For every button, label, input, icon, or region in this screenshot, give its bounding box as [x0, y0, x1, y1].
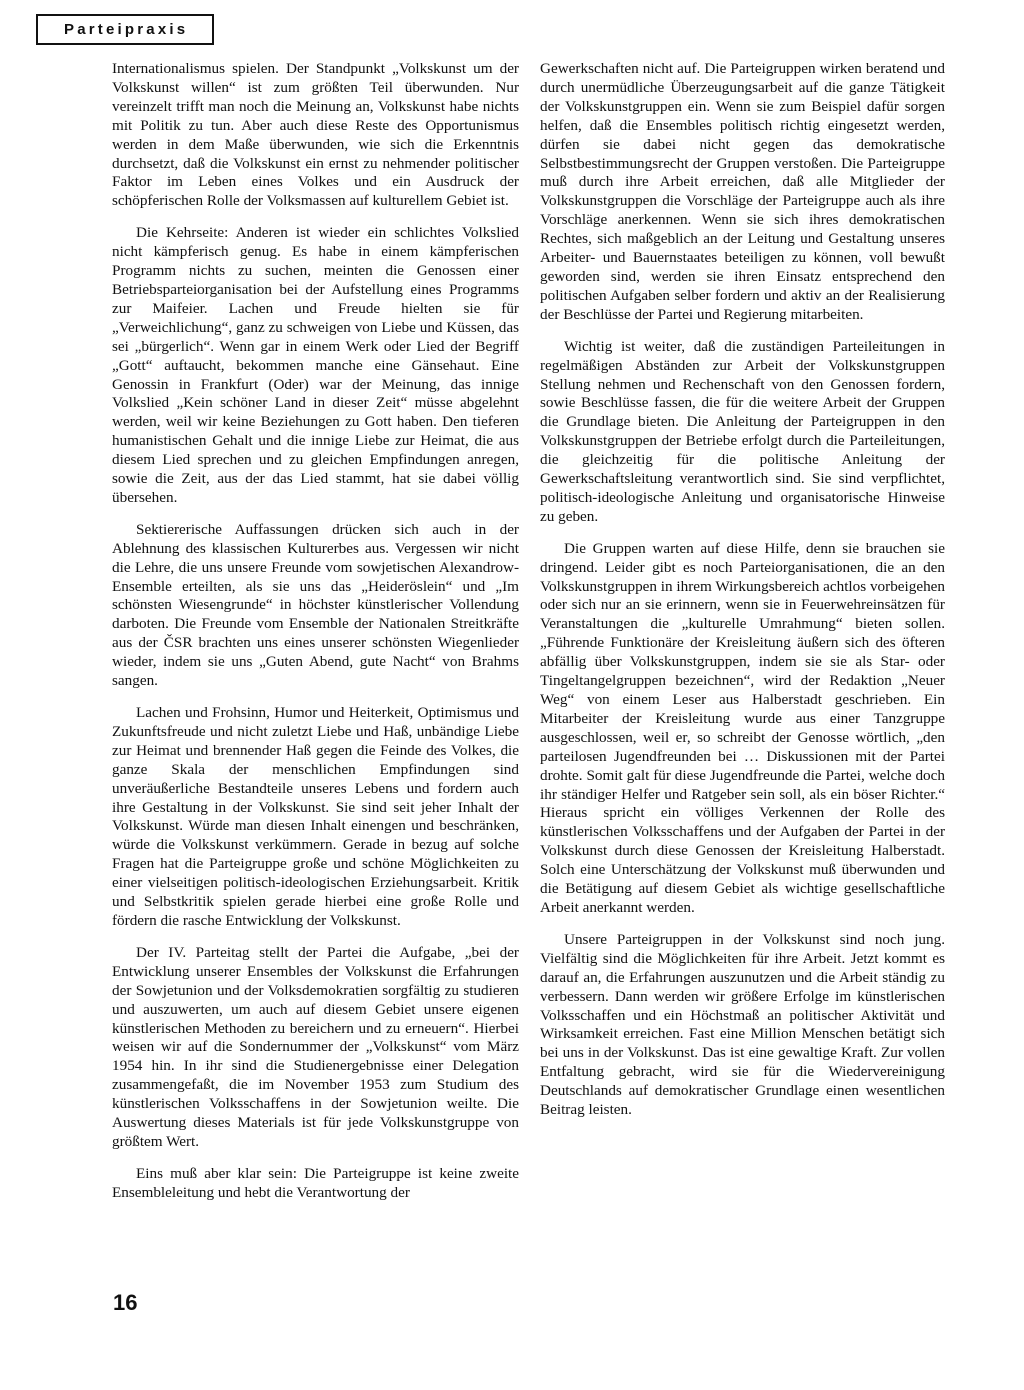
paragraph: Gewerkschaften nicht auf. Die Parteigruppen wirken beratend und durch unermüdliche Überzeugungsarbeit auf die ganze Tätigkeit der Volkskunstgruppen ein. Wenn sie zum Beispiel dafür sorgen helfen, daß die Ensembles politisch richtig eingesetzt werden, dürfen sie dabei nicht gegen das demokratische Selbstbestimmungsrecht der Gruppen verstoßen. Die Parteigruppe muß durch ihre Arbeit erreichen, daß alle Mitglieder der Volkskunstgruppen die Vorschläge der Parteigruppe auch als ihre Vorschläge anerkennen. Wenn sie sich ihres demokratischen Rechtes, sich maßgeblich an der Leitung und Gestaltung unseres Arbeiter- und Bauernstaates beteiligen zu können, voll bewußt geworden sind, werden sie ihren Einsatz entsprechend den politischen Aufgaben selber fordern und aktiv an der Realisierung der Beschlüsse der Partei und Regierung mitarbeiten.: [540, 60, 945, 323]
paragraph: Die Gruppen warten auf diese Hilfe, denn sie brauchen sie dringend. Leider gibt es noch Parteiorganisationen, die an den Volkskunstgruppen in ihrem Wirkungsbereich achtlos vorbeigehen oder sich nur an sie erinnern, wenn sie in Feuerwehreinsätzen für Veranstaltungen die „kulturelle Umrahmung“ bieten sollen. „Führende Funktionäre der Kreisleitung äußern sich des öfteren abfällig über Volkskunstgruppen, indem sie sie als Star- oder Tingeltangelgruppen bezeichnen“, wird der Redaktion „Neuer Weg“ von einem Leser aus Halberstadt geschrieben. Ein Mitarbeiter der Kreisleitung wurde aus einer Tanzgruppe ausgeschlossen, weil er, so schreibt der Genosse wörtlich, „den parteilosen Jugendfreunden bei … Diskussionen mit der Partei drohte. Somit galt für diese Jugendfreunde die Partei, welche doch ihr ständiger Helfer und Ratgeber sein soll, als ein böser Richter.“ Hieraus spricht ein völliges Verkennen der Rolle des künstlerischen Volksschaffens und der Aufgaben der Partei in der Volkskunst durch diese Genossen der Kreisleitung Halberstadt. Solch eine Unterschätzung der Volkskunst muß überwunden und die Betätigung auf diesem Gebiet als wichtige gesellschaftliche Arbeit anerkannt werden.: [540, 539, 946, 916]
paragraph: Der IV. Parteitag stellt der Partei die Aufgabe, „bei der Entwicklung unserer Ensembles der Volkskunst die Erfahrungen der Sowjetunion und der Volksdemokratien sorgfältig zu studieren und auszuwerten, um auch auf diesem Gebiet unsere eigenen künstlerischen Methoden zu bereichern und zu erneuern“. Hierbei weisen wir auf die Sondernummer der „Volkskunst“ vom März 1954 hin. In ihr sind die Studienergebnisse einer Delegation zusammengefaßt, die im November 1953 zum Studium des künstlerischen Volksschaffens in der Sowjetunion weilte. Die Auswertung dieses Materials ist für jede Volkskunstgruppe von größtem Wert.: [112, 943, 519, 1150]
right-column: [540, 60, 945, 1133]
paragraph: Unsere Parteigruppen in der Volkskunst sind noch jung. Vielfältig sind die Möglichkeiten für ihre Arbeit. Jetzt kommt es darauf an, die Erfahrungen auszunutzen und die Arbeit ständig zu verbessern. Dann werden wir größere Erfolge im künstlerischen Volksschaffen und ein Höchstmaß an politischer Aktivität und Wirksamkeit erreichen. Fast eine Million Menschen betätigt sich bei uns in der Volkskunst. Das ist eine gewaltige Kraft. Zur vollen Entfaltung gebracht, wird sie für die Wiedervereinigung Deutschlands auf demokratischer Grundlage einen wesentlichen Beitrag leisten.: [540, 930, 945, 1119]
paragraph: Internationalismus spielen. Der Standpunkt „Volkskunst um der Volkskunst willen“ ist zum größten Teil überwunden. Nur vereinzelt trifft man noch die Meinung an, Volkskunst habe nichts mit Politik zu tun. Aber auch diese Reste des Opportunismus werden in dem Maße überwunden, wie sich die Erkenntnis durchsetzt, daß die Volkskunst ein ernst zu nehmender politischer Faktor im Leben eines Volkes und ein Ausdruck der schöpferischen Rolle der Volksmassen auf kulturellem Gebiet ist.: [112, 60, 519, 210]
left-column: [112, 60, 519, 1216]
paragraph: Lachen und Frohsinn, Humor und Heiterkeit, Optimismus und Zukunftsfreude und nicht zuletzt Liebe und Haß, unbändige Liebe zur Heimat und brennender Haß gegen die Feinde des Volkes, die ganze Skala der menschlichen Empfindungen sind unveräußerliche Bestandteile unseres Lebens und fordern auch ihre Gestaltung in der Volkskunst. Sie sind seit jeher Inhalt der Volkskunst. Würde man diesen Inhalt einengen und beschränken, würde die Volkskunst verkümmern. Gerade in bezug auf solche Fragen hat die Parteigruppe große und schöne Möglichkeiten zu einer vielseitigen politisch-ideologischen Erziehungsarbeit. Kritik und Selbstkritik spielen gerade hierbei eine große Rolle und fördern die rasche Entwicklung der Volkskunst.: [112, 704, 519, 929]
page-number: 16: [113, 1290, 138, 1315]
paragraph: Die Kehrseite: Anderen ist wieder ein schlichtes Volkslied nicht kämpferisch genug. Es habe in einem kämpferischen Programm nichts zu suchen, meinten die Genossen einer Betriebsparteiorganisation bei der Aufstellung eines Programms zur Maifeier. Lachen und Freude hielten sie für „Verweichlichung“, ganz zu schweigen von Liebe und Küssen, das sei „bürgerlich“. Wenn gar in einem Werk oder Lied der Begriff „Gott“ auftaucht, bekommen manche eine Gänsehaut. Eine Genossin in Frankfurt (Oder) war der Meinung, das innige Volkslied „Kein schöner Land in dieser Zeit“ müsse abgelehnt werden, weil wir keine Beziehungen zu Gott haben. Den tieferen humanistischen Gehalt und die innige Liebe zur Heimat, die aus diesem Lied sprechen und zu gleichen Empfindungen anregen, sowie die Zeit, aus der das Lied stammt, hat sie dabei völlig übersehen.: [112, 224, 519, 506]
paragraph: Sektiererische Auffassungen drücken sich auch in der Ablehnung des klassischen Kulturerbes aus. Vergessen wir nicht die Lehre, die uns unsere Freunde vom sowjetischen Alexandrow-Ensemble erteilten, als sie uns das „Heideröslein“ und „Im schönsten Wiesengrunde“ in höchster künstlerischer Vollendung darboten. Die Freunde vom Ensemble der Nationalen Streitkräfte aus der ČSR brachten uns eines unserer schönsten Wiegenlieder wieder, indem sie uns „Guten Abend, gute Nacht“ von Brahms sangen.: [112, 520, 519, 690]
paragraph: Wichtig ist weiter, daß die zuständigen Parteileitungen in regelmäßigen Abständen zur Arbeit der Volkskunstgruppen Stellung nehmen und Rechenschaft von den Genossen fordern, sowie Beschlüsse fassen, die für die weitere Arbeit der Gruppen die Grundlage bieten. Die Anleitung der Parteigruppen in den Volkskunstgruppen der Betriebe erfolgt durch die Parteileitungen, die gleichzeitig für die politische Anleitung der Gewerkschaftsleitung verantwortlich sind. Sie sind verpflichtet, politisch-ideologische Anleitung und organisatorische Hinweise zu geben.: [540, 337, 945, 525]
section-header: Parteipraxis: [36, 14, 214, 45]
paragraph: Eins muß aber klar sein: Die Parteigruppe ist keine zweite Ensembleleitung und hebt die Verantwortung der: [112, 1164, 519, 1201]
